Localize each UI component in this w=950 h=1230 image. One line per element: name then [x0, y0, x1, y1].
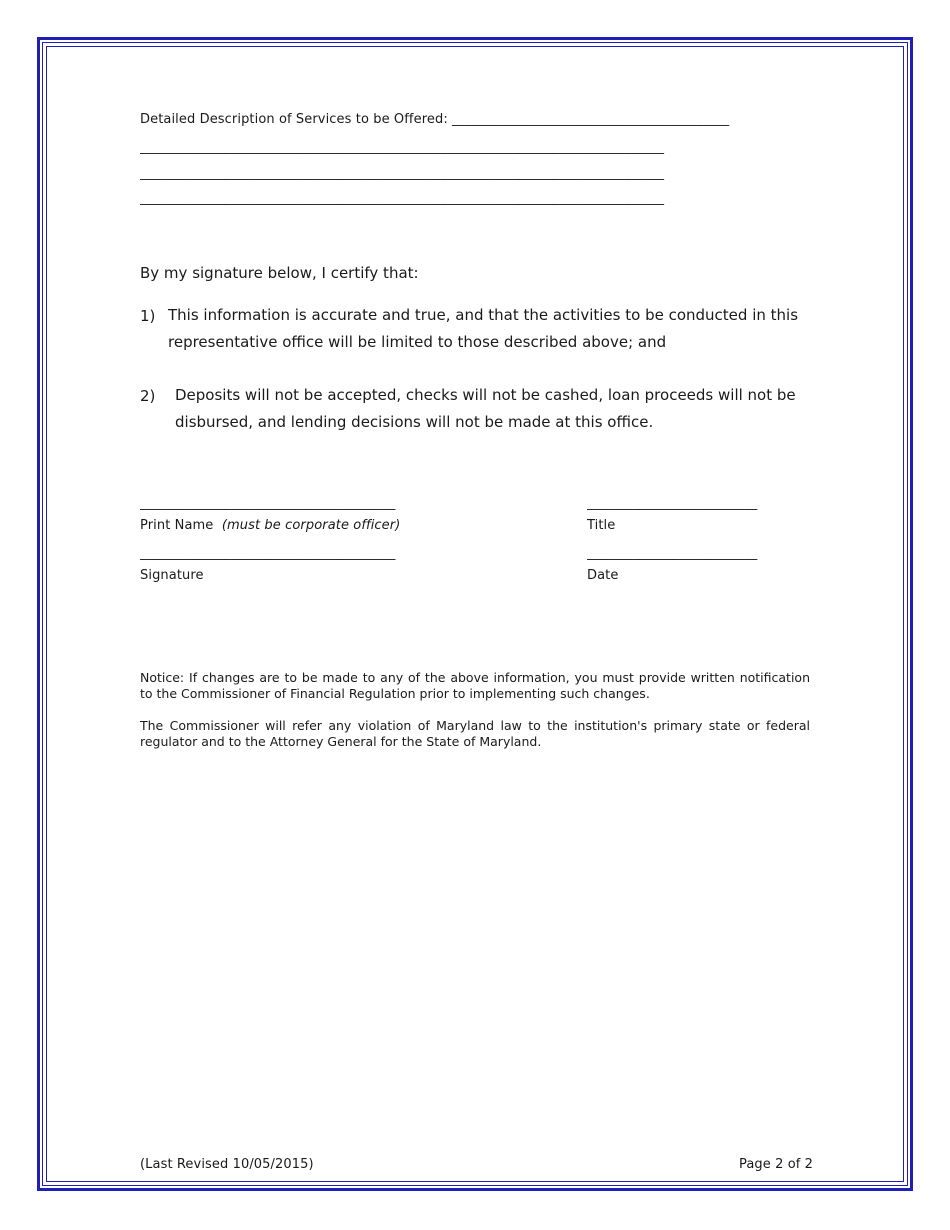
title-line[interactable]: __________________________: [587, 496, 758, 511]
date-label: Date: [587, 568, 619, 583]
page-number: Page 2 of 2: [739, 1157, 814, 1172]
signature-label: Signature: [140, 568, 204, 583]
signature-line[interactable]: _______________________________________: [140, 546, 396, 561]
certification-item-1-text: This information is accurate and true, and that the activities to be conducted in this representative office will be limited to those described above; and: [168, 306, 799, 351]
print-name-label: Print Name: [140, 518, 214, 533]
certification-item-2-text: Deposits will not be accepted, checks will not be cashed, loan proceeds will not be disbursed, and lending decisions will not be made at this office.: [175, 386, 796, 431]
description-line-3[interactable]: ________________________________________________________________________________: [140, 166, 664, 181]
revision-date: (Last Revised 10/05/2015): [140, 1157, 314, 1172]
notice-paragraph: Notice: If changes are to be made to any of the above information, you must provide written notification to the Commissioner of Financial Regulation prior to implementing such changes.: [140, 670, 810, 701]
certification-item-2-number: 2): [140, 387, 156, 405]
date-line[interactable]: __________________________: [587, 546, 758, 561]
description-field: [140, 112, 729, 127]
title-label: Title: [587, 518, 616, 533]
commissioner-paragraph: The Commissioner will refer any violation of Maryland law to the institution's primary state or federal regulator and to the Attorney General for the State of Maryland.: [140, 718, 810, 749]
description-line-2[interactable]: ________________________________________________________________________________: [140, 140, 664, 155]
certification-intro: By my signature below, I certify that:: [140, 264, 419, 282]
description-first-line[interactable]: __________________________________________: [452, 112, 730, 127]
description-line-4[interactable]: ________________________________________________________________________________: [140, 191, 664, 206]
print-name-line[interactable]: _______________________________________: [140, 496, 396, 511]
description-label: Detailed Description of Services to be Offered:: [140, 112, 448, 127]
certification-item-1-number: 1): [140, 307, 156, 325]
print-name-caption: [140, 518, 400, 533]
page-border-inner: [46, 46, 904, 1182]
print-name-note: (must be corporate officer): [221, 518, 401, 533]
